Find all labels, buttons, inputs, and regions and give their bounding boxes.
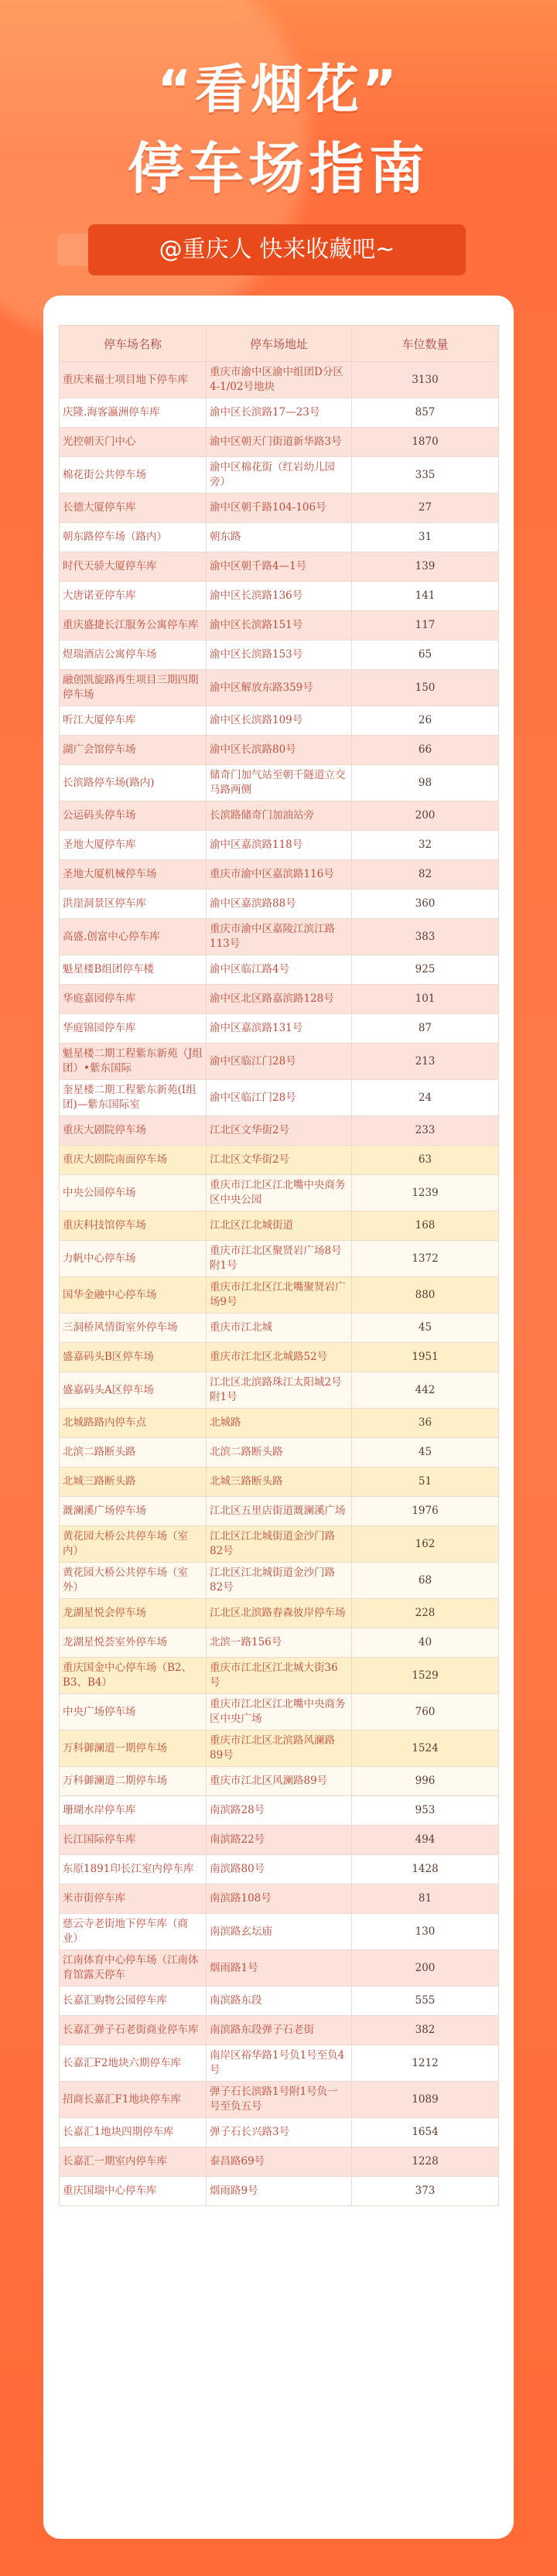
cell-parking-count: 98 <box>352 765 499 801</box>
table-row <box>60 2177 499 2206</box>
cell-parking-address: 江北区文华街2号 <box>207 1116 352 1146</box>
cell-parking-name: 龙湖星悦荟室外停车场 <box>60 1628 207 1658</box>
cell-parking-address: 渝中区嘉滨路131号 <box>207 1014 352 1044</box>
cell-parking-name: 魁星楼二期工程紫东新苑（J组团）•紫东国际 <box>60 1044 207 1080</box>
table-row <box>60 706 499 736</box>
cell-parking-name: 米市街停车库 <box>60 1884 207 1914</box>
table-row <box>60 582 499 611</box>
cell-parking-address: 南滨路玄坛庙 <box>207 1914 352 1950</box>
cell-parking-address: 渝中区嘉滨路118号 <box>207 831 352 860</box>
cell-parking-name: 东原1891印长江室内停车库 <box>60 1855 207 1884</box>
cell-parking-count: 1524 <box>352 1730 499 1767</box>
table-row <box>60 670 499 706</box>
table-row <box>60 765 499 801</box>
cell-parking-address: 渝中区嘉滨路88号 <box>207 890 352 919</box>
cell-parking-count: 335 <box>352 457 499 494</box>
cell-parking-count: 200 <box>352 801 499 831</box>
cell-parking-name: 盛嘉码头B区停车场 <box>60 1343 207 1372</box>
table-row <box>60 611 499 641</box>
cell-parking-name: 溉澜溪广场停车场 <box>60 1497 207 1526</box>
table-row <box>60 1241 499 1277</box>
cell-parking-address: 渝中区长滨路17—23号 <box>207 398 352 428</box>
cell-parking-address: 重庆市江北区聚贤岩广场8号附1号 <box>207 1241 352 1277</box>
table-row <box>60 801 499 831</box>
cell-parking-name: 万科御澜道一期停车场 <box>60 1730 207 1767</box>
cell-parking-count: 880 <box>352 1277 499 1314</box>
cell-parking-count: 150 <box>352 670 499 706</box>
cell-parking-name: 力帆中心停车场 <box>60 1241 207 1277</box>
cell-parking-count: 141 <box>352 582 499 611</box>
table-row <box>60 860 499 890</box>
cell-parking-name: 黄花园大桥公共停车场（室外） <box>60 1563 207 1599</box>
cell-parking-address: 重庆市江北区江北嘴聚贤岩广场9号 <box>207 1277 352 1314</box>
cell-parking-name: 北城三路断头路 <box>60 1467 207 1497</box>
cell-parking-address: 重庆市江北区江北城大街36号 <box>207 1658 352 1694</box>
cell-parking-address: 南滨路东段 <box>207 1987 352 2016</box>
cell-parking-count: 1529 <box>352 1658 499 1694</box>
cell-parking-address: 弹子石长兴路3号 <box>207 2118 352 2147</box>
cell-parking-count: 24 <box>352 1080 499 1116</box>
column-header-name: 停车场名称 <box>60 326 207 362</box>
cell-parking-count: 953 <box>352 1796 499 1826</box>
cell-parking-count: 1654 <box>352 2118 499 2147</box>
table-row <box>60 1372 499 1409</box>
cell-parking-name: 长德大厦停车库 <box>60 494 207 523</box>
cell-parking-count: 360 <box>352 890 499 919</box>
cell-parking-address: 渝中区朝千路4—1号 <box>207 552 352 582</box>
table-row <box>60 1175 499 1211</box>
cell-parking-count: 373 <box>352 2177 499 2206</box>
table-row <box>60 1409 499 1438</box>
cell-parking-address: 北城路 <box>207 1409 352 1438</box>
cell-parking-name: 黄花园大桥公共停车场（室内） <box>60 1526 207 1563</box>
table-row <box>60 1767 499 1796</box>
cell-parking-address: 渝中区长滨路80号 <box>207 736 352 765</box>
table-row <box>60 1146 499 1175</box>
cell-parking-count: 45 <box>352 1438 499 1467</box>
table-row <box>60 641 499 670</box>
column-header-count: 车位数量 <box>352 326 499 362</box>
cell-parking-count: 996 <box>352 1767 499 1796</box>
cell-parking-name: 听江大厦停车库 <box>60 706 207 736</box>
cell-parking-count: 45 <box>352 1314 499 1343</box>
cell-parking-name: 融创凯旋路再生项目三期四期停车场 <box>60 670 207 706</box>
cell-parking-address: 江北区江北城街道 <box>207 1211 352 1241</box>
table-row <box>60 1658 499 1694</box>
cell-parking-name: 北滨二路断头路 <box>60 1438 207 1467</box>
cell-parking-address: 储奇门加气站至朝千隧道立交马路两侧 <box>207 765 352 801</box>
cell-parking-name: 华庭嘉园停车库 <box>60 985 207 1014</box>
cell-parking-address: 烟雨路9号 <box>207 2177 352 2206</box>
cell-parking-address: 江北区江北城街道金沙门路82号 <box>207 1563 352 1599</box>
table-row <box>60 523 499 552</box>
cell-parking-name: 中央广场停车场 <box>60 1694 207 1730</box>
table-row <box>60 890 499 919</box>
cell-parking-name: 重庆国金中心停车场（B2、B3、B4） <box>60 1658 207 1694</box>
table-row <box>60 428 499 457</box>
cell-parking-name: 煜瑞酒店公寓停车场 <box>60 641 207 670</box>
table-row <box>60 1080 499 1116</box>
table-row <box>60 1497 499 1526</box>
cell-parking-count: 117 <box>352 611 499 641</box>
cell-parking-address: 江北区北滨路珠江太阳城2号附1号 <box>207 1372 352 1409</box>
cell-parking-name: 高盛.创富中心停车库 <box>60 919 207 955</box>
cell-parking-name: 华庭锦园停车库 <box>60 1014 207 1044</box>
cell-parking-name: 中央公园停车场 <box>60 1175 207 1211</box>
table-row <box>60 1277 499 1314</box>
cell-parking-name: 长滨路停车场(路内) <box>60 765 207 801</box>
cell-parking-name: 光控朝天门中心 <box>60 428 207 457</box>
page-header <box>0 0 557 294</box>
cell-parking-name: 长嘉汇一期室内停车库 <box>60 2147 207 2177</box>
cell-parking-count: 1239 <box>352 1175 499 1211</box>
cell-parking-address: 北滨二路断头路 <box>207 1438 352 1467</box>
cell-parking-address: 北城三路断头路 <box>207 1467 352 1497</box>
cell-parking-count: 760 <box>352 1694 499 1730</box>
table-row <box>60 955 499 985</box>
cell-parking-name: 国华金融中心停车场 <box>60 1277 207 1314</box>
table-row <box>60 494 499 523</box>
cell-parking-name: 珊瑚水岸停车库 <box>60 1796 207 1826</box>
cell-parking-address: 重庆市江北区江北嘴中央商务区中央广场 <box>207 1694 352 1730</box>
content-card <box>43 296 514 2539</box>
cell-parking-name: 长嘉汇弹子石老街商业停车库 <box>60 2016 207 2045</box>
cell-parking-address: 江北区北滨路春森彼岸停车场 <box>207 1599 352 1628</box>
cell-parking-address: 江北区文华街2号 <box>207 1146 352 1175</box>
cell-parking-address: 重庆市江北区江北嘴中央商务区中央公园 <box>207 1175 352 1211</box>
table-row <box>60 1314 499 1343</box>
cell-parking-name: 长江国际停车库 <box>60 1826 207 1855</box>
cell-parking-address: 渝中区棉花街（红岩幼儿园旁） <box>207 457 352 494</box>
cell-parking-address: 长滨路储奇门加油站旁 <box>207 801 352 831</box>
cell-parking-count: 31 <box>352 523 499 552</box>
cell-parking-address: 南滨路东段弹子石老街 <box>207 2016 352 2045</box>
cell-parking-count: 233 <box>352 1116 499 1146</box>
cell-parking-count: 63 <box>352 1146 499 1175</box>
cell-parking-address: 渝中区临江路4号 <box>207 955 352 985</box>
cell-parking-count: 162 <box>352 1526 499 1563</box>
cell-parking-count: 139 <box>352 552 499 582</box>
table-row <box>60 985 499 1014</box>
cell-parking-count: 101 <box>352 985 499 1014</box>
cell-parking-address: 渝中区北区路嘉滨路128号 <box>207 985 352 1014</box>
cell-parking-count: 1228 <box>352 2147 499 2177</box>
cell-parking-count: 66 <box>352 736 499 765</box>
cell-parking-address: 渝中区长滨路153号 <box>207 641 352 670</box>
cell-parking-address: 重庆市渝中区嘉陵江滨江路113号 <box>207 919 352 955</box>
cell-parking-count: 442 <box>352 1372 499 1409</box>
cell-parking-address: 重庆市江北区北城路52号 <box>207 1343 352 1372</box>
cell-parking-name: 重庆国瑞中心停车库 <box>60 2177 207 2206</box>
cell-parking-count: 130 <box>352 1914 499 1950</box>
cell-parking-address: 渝中区临江门28号 <box>207 1044 352 1080</box>
cell-parking-name: 魁星楼B组团停车楼 <box>60 955 207 985</box>
cell-parking-count: 36 <box>352 1409 499 1438</box>
cell-parking-count: 383 <box>352 919 499 955</box>
cell-parking-count: 3130 <box>352 362 499 398</box>
cell-parking-address: 渝中区临江门28号 <box>207 1080 352 1116</box>
table-row <box>60 398 499 428</box>
table-row <box>60 2082 499 2118</box>
cell-parking-name: 时代天骄大厦停车库 <box>60 552 207 582</box>
cell-parking-name: 公运码头停车场 <box>60 801 207 831</box>
table-row <box>60 1884 499 1914</box>
cell-parking-address: 朝东路 <box>207 523 352 552</box>
cell-parking-name: 圣地大厦停车库 <box>60 831 207 860</box>
cell-parking-count: 51 <box>352 1467 499 1497</box>
cell-parking-address: 江北区江北城街道金沙门路82号 <box>207 1526 352 1563</box>
table-row <box>60 2016 499 2045</box>
cell-parking-count: 228 <box>352 1599 499 1628</box>
table-row <box>60 1526 499 1563</box>
cell-parking-count: 213 <box>352 1044 499 1080</box>
table-header-row <box>60 326 499 362</box>
cell-parking-name: 慈云寺老街地下停车库（商业） <box>60 1914 207 1950</box>
table-row <box>60 1628 499 1658</box>
cell-parking-name: 北城路路内停车点 <box>60 1409 207 1438</box>
cell-parking-address: 重庆市江北区风澜路89号 <box>207 1767 352 1796</box>
table-row <box>60 1599 499 1628</box>
cell-parking-count: 87 <box>352 1014 499 1044</box>
table-row <box>60 919 499 955</box>
table-row <box>60 1563 499 1599</box>
cell-parking-count: 1372 <box>352 1241 499 1277</box>
cell-parking-count: 81 <box>352 1884 499 1914</box>
cell-parking-name: 重庆大剧院南面停车场 <box>60 1146 207 1175</box>
cell-parking-address: 重庆市江北区北滨路风澜路89号 <box>207 1730 352 1767</box>
cell-parking-name: 棉花街公共停车场 <box>60 457 207 494</box>
cell-parking-address: 泰昌路69号 <box>207 2147 352 2177</box>
cell-parking-name: 重庆来福士项目地下停车库 <box>60 362 207 398</box>
table-row <box>60 1044 499 1080</box>
cell-parking-address: 北滨一路156号 <box>207 1628 352 1658</box>
cell-parking-name: 盛嘉码头A区停车场 <box>60 1372 207 1409</box>
cell-parking-name: 江南体育中心停车场（江南体育馆露天停车 <box>60 1950 207 1987</box>
table-row <box>60 1855 499 1884</box>
cell-parking-name: 庆隆.海客瀛洲停车库 <box>60 398 207 428</box>
cell-parking-count: 82 <box>352 860 499 890</box>
cell-parking-count: 494 <box>352 1826 499 1855</box>
cell-parking-address: 烟雨路1号 <box>207 1950 352 1987</box>
cell-parking-count: 32 <box>352 831 499 860</box>
cell-parking-address: 渝中区朝千路104-106号 <box>207 494 352 523</box>
cell-parking-name: 重庆大剧院停车场 <box>60 1116 207 1146</box>
cell-parking-name: 朝东路停车场（路内） <box>60 523 207 552</box>
cell-parking-address: 南滨路28号 <box>207 1796 352 1826</box>
cell-parking-count: 555 <box>352 1987 499 2016</box>
table-row <box>60 2118 499 2147</box>
cell-parking-name: 圣地大厦机械停车场 <box>60 860 207 890</box>
cell-parking-name: 湖广会馆停车场 <box>60 736 207 765</box>
cell-parking-count: 382 <box>352 2016 499 2045</box>
cell-parking-name: 重庆科技馆停车场 <box>60 1211 207 1241</box>
cell-parking-address: 南岸区裕华路1号负1号至负4号 <box>207 2045 352 2082</box>
cell-parking-count: 925 <box>352 955 499 985</box>
cell-parking-count: 27 <box>352 494 499 523</box>
cell-parking-address: 南滨路22号 <box>207 1826 352 1855</box>
cell-parking-count: 68 <box>352 1563 499 1599</box>
parking-table-wrap <box>59 325 498 2206</box>
cell-parking-address: 渝中区长滨路136号 <box>207 582 352 611</box>
table-row <box>60 1694 499 1730</box>
cell-parking-count: 40 <box>352 1628 499 1658</box>
cell-parking-name: 奎星楼二期工程紫东新苑(I组团)—紫东国际室 <box>60 1080 207 1116</box>
table-row <box>60 362 499 398</box>
table-row <box>60 1014 499 1044</box>
column-header-address: 停车场地址 <box>207 326 352 362</box>
cell-parking-address: 南滨路108号 <box>207 1884 352 1914</box>
table-row <box>60 1467 499 1497</box>
cell-parking-address: 重庆市江北城 <box>207 1314 352 1343</box>
cell-parking-count: 168 <box>352 1211 499 1241</box>
table-row <box>60 1987 499 2016</box>
table-row <box>60 1211 499 1241</box>
cell-parking-name: 大唐诺亚停车库 <box>60 582 207 611</box>
table-row <box>60 1796 499 1826</box>
cell-parking-count: 1428 <box>352 1855 499 1884</box>
cell-parking-address: 重庆市渝中区渝中组团D分区4-1/02号地块 <box>207 362 352 398</box>
cell-parking-count: 1976 <box>352 1497 499 1526</box>
table-row <box>60 831 499 860</box>
table-row <box>60 2147 499 2177</box>
cell-parking-name: 长嘉汇购物公园停车库 <box>60 1987 207 2016</box>
table-row <box>60 736 499 765</box>
cell-parking-count: 200 <box>352 1950 499 1987</box>
cell-parking-count: 1212 <box>352 2045 499 2082</box>
cell-parking-address: 渝中区长滨路109号 <box>207 706 352 736</box>
cell-parking-name: 洪崖洞景区停车库 <box>60 890 207 919</box>
table-row <box>60 552 499 582</box>
cell-parking-address: 南滨路80号 <box>207 1855 352 1884</box>
table-row <box>60 1116 499 1146</box>
cell-parking-address: 江北区五里店街道溉澜溪广场 <box>207 1497 352 1526</box>
cell-parking-address: 重庆市渝中区嘉滨路116号 <box>207 860 352 890</box>
cell-parking-name: 长嘉汇F2地块六期停车库 <box>60 2045 207 2082</box>
table-row <box>60 1950 499 1987</box>
table-row <box>60 457 499 494</box>
cell-parking-address: 渝中区朝天门街道新华路3号 <box>207 428 352 457</box>
cell-parking-name: 龙湖星悦会停车场 <box>60 1599 207 1628</box>
cell-parking-count: 65 <box>352 641 499 670</box>
table-row <box>60 1914 499 1950</box>
parking-table <box>59 325 499 2206</box>
cell-parking-count: 1870 <box>352 428 499 457</box>
cell-parking-count: 1951 <box>352 1343 499 1372</box>
cell-parking-count: 26 <box>352 706 499 736</box>
table-row <box>60 1826 499 1855</box>
page-title-line1: “看烟花” <box>157 60 400 121</box>
table-row <box>60 1343 499 1372</box>
page-title-line2: 停车场指南 <box>127 136 429 201</box>
cell-parking-address: 渝中区长滨路151号 <box>207 611 352 641</box>
cell-parking-name: 三洞桥风情街室外停车场 <box>60 1314 207 1343</box>
table-row <box>60 1438 499 1467</box>
cell-parking-name: 招商长嘉汇F1地块停车库 <box>60 2082 207 2118</box>
cell-parking-count: 1089 <box>352 2082 499 2118</box>
table-row <box>60 1730 499 1767</box>
cell-parking-count: 857 <box>352 398 499 428</box>
cell-parking-address: 渝中区解放东路359号 <box>207 670 352 706</box>
subtitle-banner: @重庆人 快来收藏吧~ <box>88 224 466 275</box>
cell-parking-address: 弹子石长滨路1号附1号负一号至负五号 <box>207 2082 352 2118</box>
cell-parking-name: 长嘉汇1地块四期停车库 <box>60 2118 207 2147</box>
cell-parking-name: 万科御澜道二期停车场 <box>60 1767 207 1796</box>
cell-parking-name: 重庆盛捷长江服务公寓停车库 <box>60 611 207 641</box>
table-row <box>60 2045 499 2082</box>
